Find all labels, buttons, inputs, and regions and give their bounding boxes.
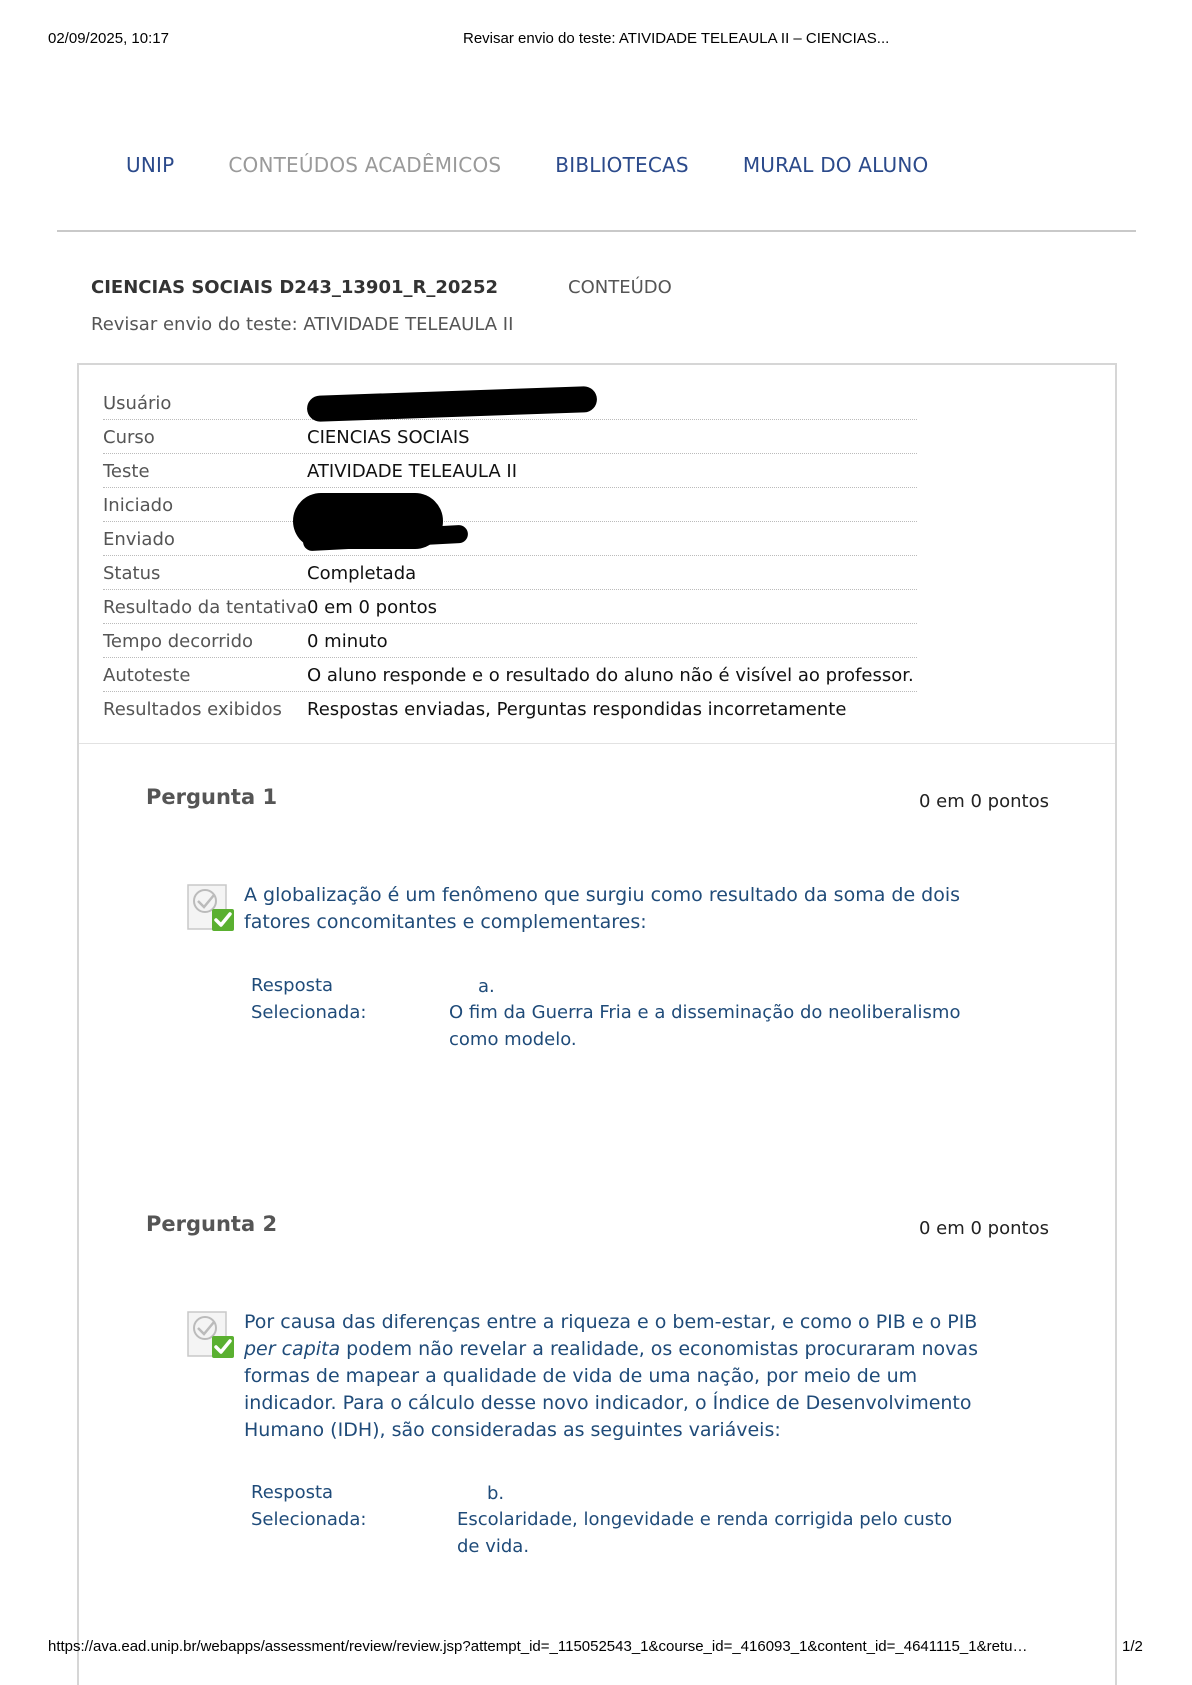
detail-label: Autoteste [103,665,191,686]
nav-conteudos-academicos[interactable]: CONTEÚDOS ACADÊMICOS [228,153,502,177]
detail-row-resultado [103,589,917,624]
detail-value: 0 minuto [307,631,388,652]
detail-label: Teste [103,461,150,482]
print-url: https://ava.ead.unip.br/webapps/assessment/review/review.jsp?attempt_id=_115052543_1&course_id=_416093_1&content_id=_4641115_1&retu… [48,1638,1028,1655]
answer-label [251,972,366,1026]
question-points: 0 em 0 pontos [919,1218,1049,1239]
course-tab-conteudo[interactable]: CONTEÚDO [568,277,672,298]
detail-value: 0 em 0 pontos [307,597,437,618]
answer-label-line-1: Resposta [251,975,334,996]
detail-row-teste [103,453,917,488]
course-name[interactable]: CIENCIAS SOCIAIS D243_13901_R_20252 [91,277,498,298]
answer-label-line-2: Selecionada: [251,1509,367,1530]
answer-label-line-1: Resposta [251,1482,334,1503]
review-panel [77,363,1117,1685]
nav-divider [57,230,1136,232]
question-text-part: Por causa das diferenças entre a riqueza e o bem-estar, e como o PIB e o PIB [244,1311,978,1333]
answer-label-line-2: Selecionada: [251,1002,367,1023]
question-title: Pergunta 1 [146,785,278,809]
answer-letter: a. [478,976,495,997]
detail-label: Usuário [103,393,172,414]
question-text-italic: per capita [244,1338,341,1360]
detail-row-iniciado [103,487,917,522]
question-title: Pergunta 2 [146,1212,278,1236]
correct-check-icon [186,1310,236,1360]
detail-row-tempo [103,623,917,658]
detail-row-usuario [103,385,917,420]
detail-row-curso [103,419,917,454]
detail-label: Iniciado [103,495,174,516]
detail-label: Tempo decorrido [103,631,254,652]
detail-label: Curso [103,427,155,448]
detail-value: CIENCIAS SOCIAIS [307,427,470,448]
answer-label [251,1479,366,1533]
question-text: A globalização é um fenômeno que surgiu como resultado da soma de dois fatores concomitantes e complementares: [244,884,961,933]
print-page-number: 1/2 [1122,1638,1143,1655]
answer-text: O fim da Guerra Fria e a disseminação do neoliberalismo como modelo. [449,1002,961,1050]
question-text-part: podem não revelar a realidade, os economistas procuraram novas formas de mapear a qualidade de vida de uma nação, por meio de um indicador. Para o cálculo desse novo indicador, o Índice de Desenvolvimento Humano (IDH), são consideradas as seguintes variáveis: [244,1338,978,1441]
redaction-mark [303,525,469,552]
attempt-details [79,365,1115,744]
detail-value: O aluno responde e o resultado do aluno não é visível ao professor. [307,665,914,686]
nav-unip[interactable]: UNIP [126,153,175,177]
detail-value: Completada [307,563,417,584]
course-header [91,277,672,298]
detail-label: Enviado [103,529,175,550]
detail-value: ATIVIDADE TELEAULA II [307,461,518,482]
answer-text: Escolaridade, longevidade e renda corrigida pelo custo de vida. [457,1509,953,1557]
detail-label: Status [103,563,161,584]
page-title: Revisar envio do teste: ATIVIDADE TELEAULA II [91,314,514,335]
detail-label: Resultado da tentativa [103,597,308,618]
detail-row-autoteste [103,657,917,692]
detail-row-resultados-exibidos [103,691,917,725]
print-date: 02/09/2025, 10:17 [48,30,169,47]
print-title: Revisar envio do teste: ATIVIDADE TELEAULA II – CIENCIAS... [463,30,890,47]
question-text [244,1309,1014,1444]
detail-row-status [103,555,917,590]
detail-row-enviado [103,521,917,556]
top-nav [126,153,982,177]
redaction-mark [307,386,598,422]
detail-label: Resultados exibidos [103,699,282,720]
correct-check-icon [186,883,236,933]
nav-bibliotecas[interactable]: BIBLIOTECAS [555,153,689,177]
answer-letter: b. [487,1483,505,1504]
question-points: 0 em 0 pontos [919,791,1049,812]
detail-value: Respostas enviadas, Perguntas respondidas incorretamente [307,699,847,720]
nav-mural-do-aluno[interactable]: MURAL DO ALUNO [742,153,929,177]
